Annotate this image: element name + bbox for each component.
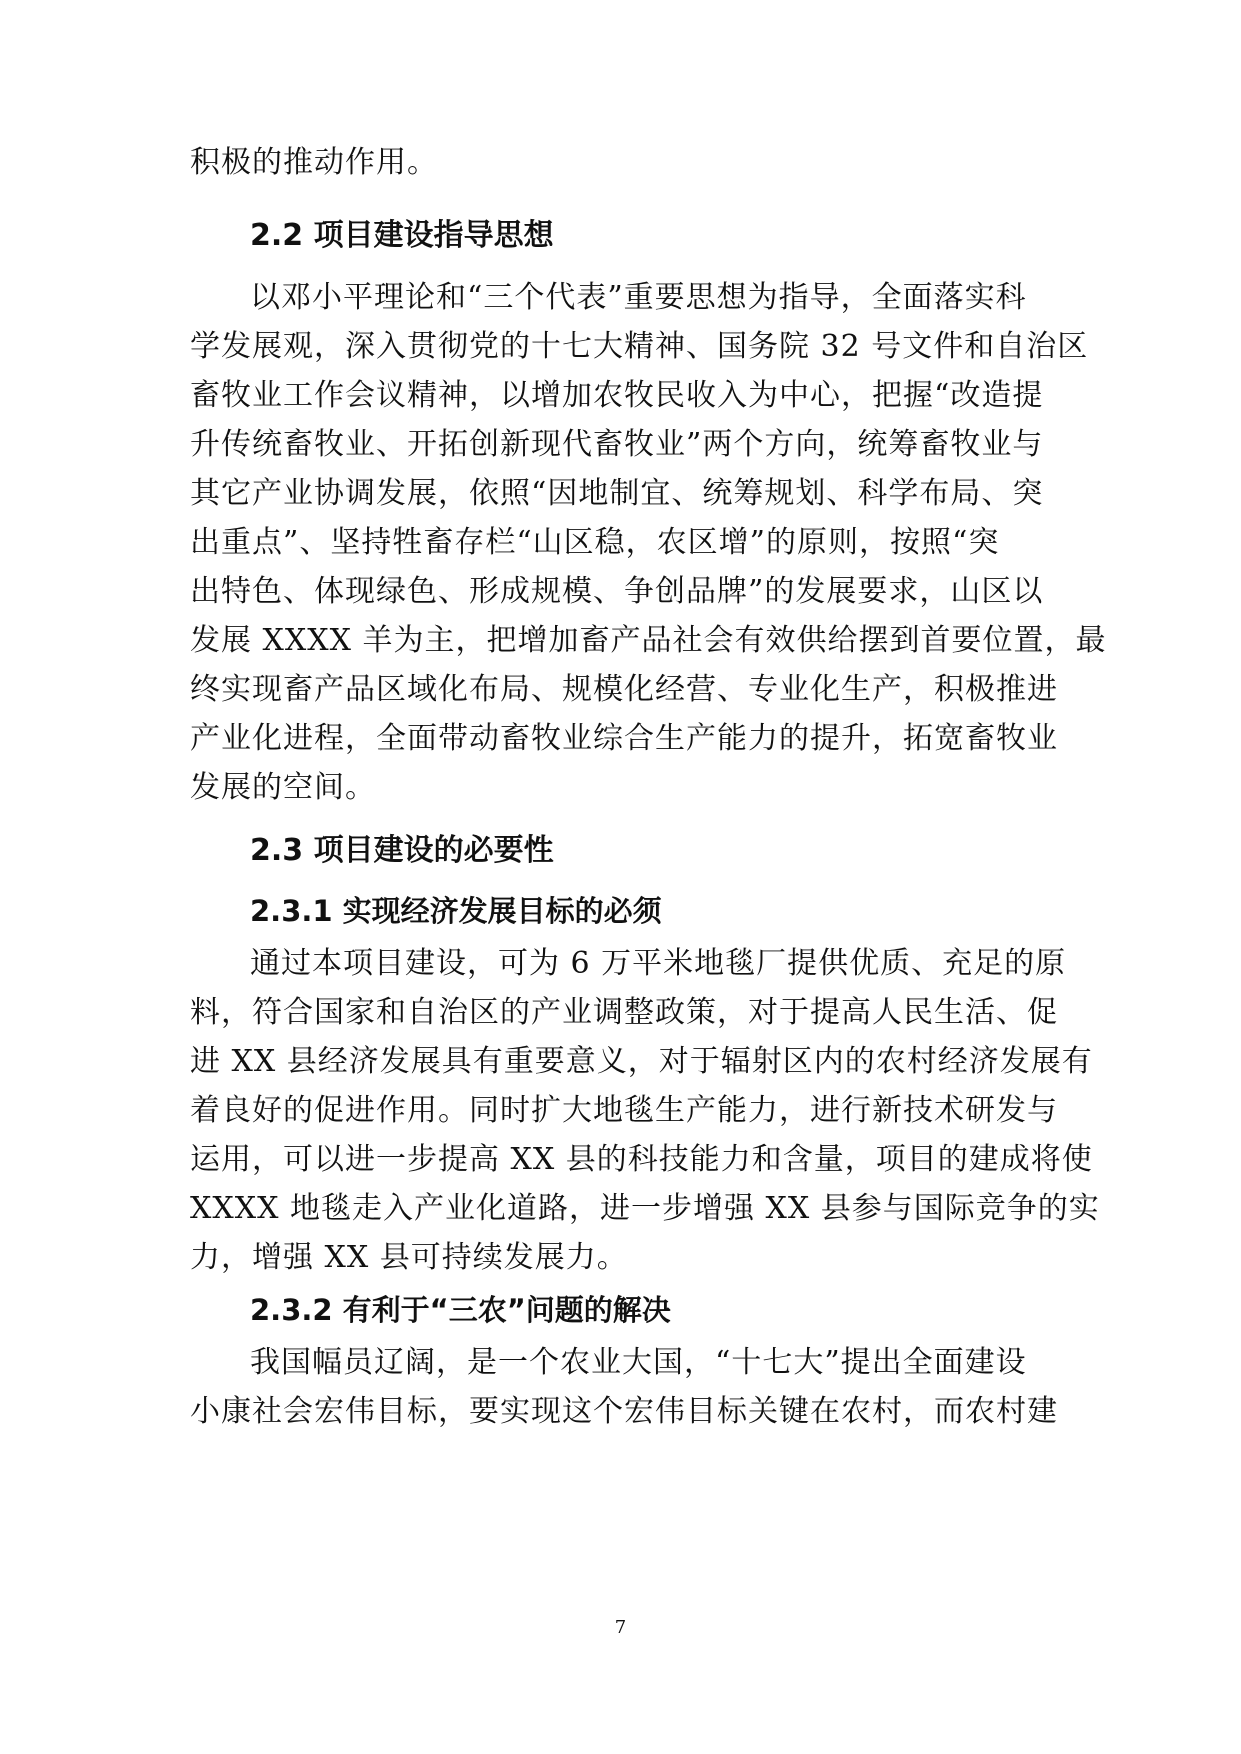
paragraph-line: 积极的推动作用。 xyxy=(190,145,438,180)
paragraph-line: 料，符合国家和自治区的产业调整政策，对于提高人民生活、促 xyxy=(190,995,1058,1030)
paragraph-line: 我国幅员辽阔，是一个农业大国，“十七大”提出全面建设 xyxy=(250,1345,1027,1380)
paragraph-line: 产业化进程，全面带动畜牧业综合生产能力的提升，拓宽畜牧业 xyxy=(190,721,1058,756)
paragraph-line: 出重点”、坚持牲畜存栏“山区稳，农区增”的原则，按照“突 xyxy=(190,525,1000,560)
paragraph-line: 以邓小平理论和“三个代表”重要思想为指导，全面落实科 xyxy=(250,280,1027,315)
paragraph-line: 升传统畜牧业、开拓创新现代畜牧业”两个方向，统筹畜牧业与 xyxy=(190,427,1044,462)
section-heading-2-3: 2.3 项目建设的必要性 xyxy=(250,833,554,868)
paragraph-line: 发展 XXXX 羊为主，把增加畜产品社会有效供给摆到首要位置，最 xyxy=(190,623,1107,658)
paragraph-line: 出特色、体现绿色、形成规模、争创品牌”的发展要求，山区以 xyxy=(190,574,1044,609)
section-heading-2-2: 2.2 项目建设指导思想 xyxy=(250,218,554,253)
paragraph-line: 学发展观，深入贯彻党的十七大精神、国务院 32 号文件和自治区 xyxy=(190,329,1089,364)
paragraph-line: 其它产业协调发展，依照“因地制宜、统筹规划、科学布局、突 xyxy=(190,476,1044,511)
paragraph-line: 运用，可以进一步提高 XX 县的科技能力和含量，项目的建成将使 xyxy=(190,1142,1093,1177)
paragraph-line: 发展的空间。 xyxy=(190,770,376,805)
paragraph-line: 小康社会宏伟目标，要实现这个宏伟目标关键在农村，而农村建 xyxy=(190,1394,1058,1429)
subsection-heading-2-3-1: 2.3.1 实现经济发展目标的必须 xyxy=(250,894,662,928)
paragraph-line: 终实现畜产品区域化布局、规模化经营、专业化生产，积极推进 xyxy=(190,672,1058,707)
paragraph-line: XXXX 地毯走入产业化道路，进一步增强 XX 县参与国际竞争的实 xyxy=(190,1191,1100,1226)
paragraph-line: 畜牧业工作会议精神，以增加农牧民收入为中心，把握“改造提 xyxy=(190,378,1044,413)
paragraph-line: 着良好的促进作用。同时扩大地毯生产能力，进行新技术研发与 xyxy=(190,1093,1058,1128)
paragraph-line: 进 XX 县经济发展具有重要意义，对于辐射区内的农村经济发展有 xyxy=(190,1044,1093,1079)
subsection-heading-2-3-2: 2.3.2 有利于“三农”问题的解决 xyxy=(250,1293,671,1327)
paragraph-line: 力，增强 XX 县可持续发展力。 xyxy=(190,1240,628,1275)
paragraph-line: 通过本项目建设，可为 6 万平米地毯厂提供优质、充足的原 xyxy=(250,946,1067,981)
page-number: 7 xyxy=(614,1617,627,1638)
